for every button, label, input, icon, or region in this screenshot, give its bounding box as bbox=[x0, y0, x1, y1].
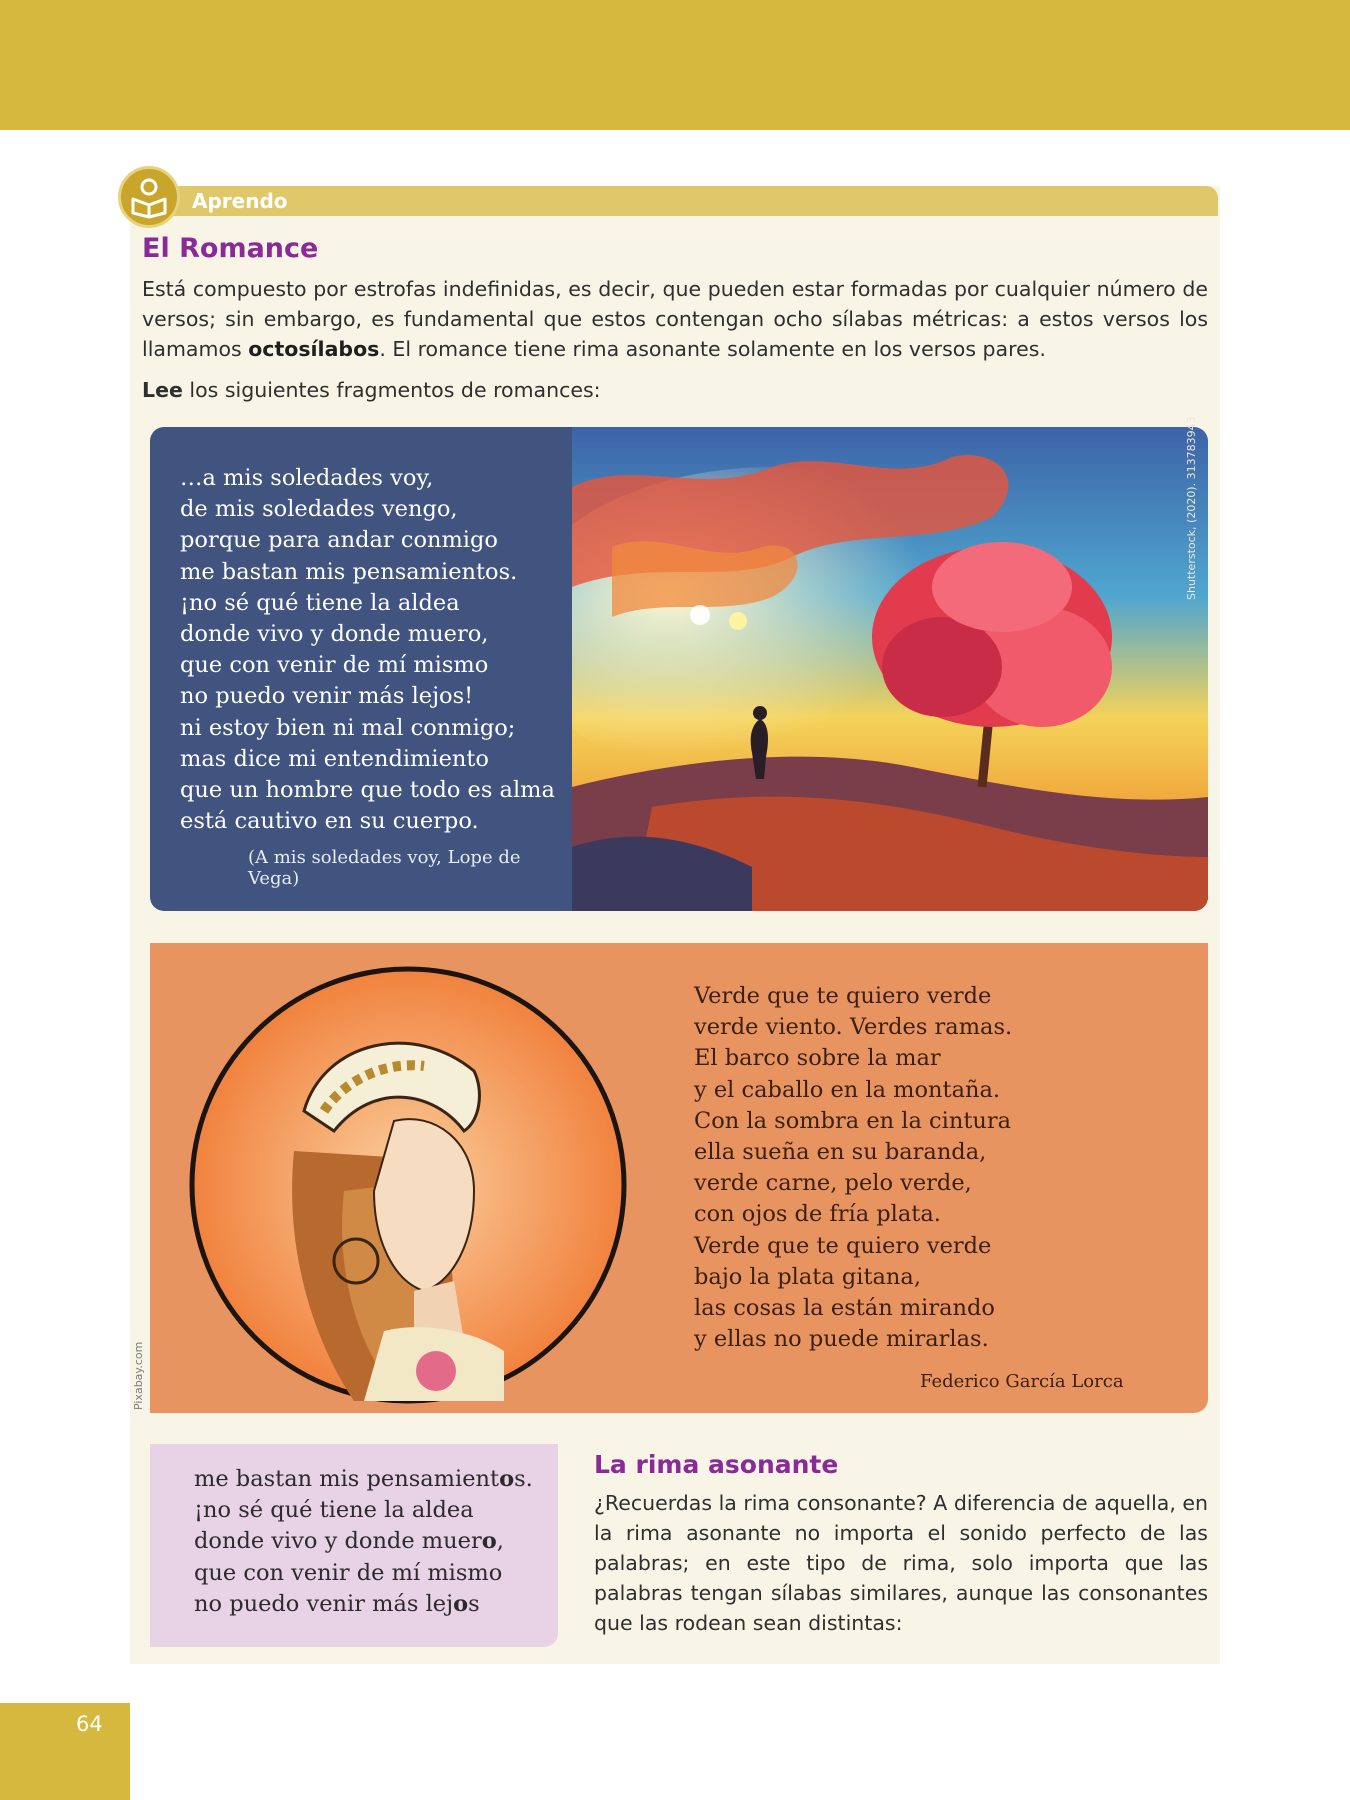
page-number-tab bbox=[0, 1703, 130, 1800]
page-title: El Romance bbox=[142, 233, 319, 264]
top-color-band bbox=[0, 0, 1350, 130]
rima-paragraph: ¿Recuerdas la rima consonante? A diferencia de aquella, en la rima asonante no importa el sonido perfecto de las palabras; en este tipo de rima, solo importa que las palabras tengan sílabas similares, aunque las consonantes que las rodean sean distintas: bbox=[594, 1491, 1208, 1635]
image-credit-pixabay: Pixabay.com bbox=[132, 1341, 145, 1410]
content-panel bbox=[130, 186, 1220, 1664]
sunset-tree-illustration bbox=[572, 427, 1208, 911]
poem-line: Verde que te quiero verde bbox=[694, 983, 992, 1009]
rhyme-line bbox=[194, 1495, 533, 1526]
poem-line: con ojos de fría plata. bbox=[694, 1201, 941, 1228]
rhyme-line bbox=[194, 1589, 533, 1620]
rhyme-line-text: me bastan mis pensami bbox=[194, 1466, 463, 1492]
poem-line: de mis soledades vengo, bbox=[180, 496, 458, 523]
poem-line: ni estoy bien ni mal conmigo; bbox=[180, 714, 516, 741]
poem-line: donde vivo y donde muero, bbox=[180, 621, 489, 648]
poem-line: que un hombre que todo es alma bbox=[180, 777, 555, 804]
rhyme-example-card bbox=[150, 1444, 558, 1647]
intro-paragraph bbox=[142, 274, 1208, 364]
section-header-bar bbox=[140, 186, 1218, 216]
poem-line: mas dice mi entendimiento bbox=[180, 745, 489, 772]
poem-line: me bastan mis pensamientos. bbox=[180, 558, 518, 585]
poem-line: y ellas no puede mirarlas. bbox=[694, 1326, 989, 1353]
intro-text-end: . El romance tiene rima asonante solamente en los versos pares. bbox=[379, 337, 1046, 361]
rhyme-line-text: s bbox=[468, 1590, 480, 1617]
section-label: Aprendo bbox=[192, 189, 288, 213]
rhyme-line-text: er bbox=[457, 1528, 482, 1555]
reading-person-icon bbox=[118, 166, 180, 228]
poem-card-lorca bbox=[150, 943, 1208, 1413]
rhyme-line-text: que con venir de mí mismo bbox=[194, 1559, 503, 1586]
poem-line: El barco sobre la mar bbox=[694, 1045, 941, 1072]
poem-line: Con la sombra en la cintura bbox=[694, 1107, 1012, 1134]
read-text: los siguientes fragmentos de romances: bbox=[182, 378, 601, 402]
poem-lines-lorca bbox=[694, 981, 1012, 1355]
rhyme-example-lines bbox=[194, 1464, 533, 1620]
poem-line: está cautivo en su cuerpo. bbox=[180, 808, 479, 835]
rhyme-line-text: lej bbox=[425, 1590, 454, 1617]
image-credit-shutterstock: Shutterstock, (2020). 313783943 bbox=[1185, 416, 1198, 600]
poem-line: …a mis soledades voy, bbox=[180, 465, 434, 491]
rhyme-highlight: o bbox=[453, 1590, 469, 1617]
reading-person-icon-graphic bbox=[121, 169, 177, 225]
poem-line: que con venir de mí mismo bbox=[180, 652, 489, 679]
poem-line: bajo la plata gitana, bbox=[694, 1263, 921, 1290]
poem-line: Verde que te quiero verde bbox=[694, 1232, 992, 1259]
poem-credit-lope: (A mis soledades voy, Lope de Vega) bbox=[248, 847, 521, 889]
rhyme-line-text: donde vivo y donde mu bbox=[194, 1528, 458, 1555]
rhyme-highlight: o bbox=[481, 1528, 497, 1555]
rhyme-line bbox=[194, 1464, 533, 1495]
rhyme-line-text: no puedo venir más bbox=[194, 1590, 426, 1617]
poem-line: verde viento. Verdes ramas. bbox=[694, 1014, 1013, 1041]
read-instruction bbox=[142, 378, 601, 402]
poem-credit-lorca: Federico García Lorca bbox=[920, 1371, 1124, 1392]
rhyme-line-text: s. bbox=[514, 1466, 533, 1492]
poem-line: verde carne, pelo verde, bbox=[694, 1170, 972, 1197]
rhyme-line-text: ent bbox=[462, 1466, 500, 1492]
poem-card-lope bbox=[150, 427, 1208, 911]
rhyme-line bbox=[194, 1526, 533, 1557]
read-verb: Lee bbox=[142, 378, 183, 402]
poem-line: porque para andar conmigo bbox=[180, 527, 498, 554]
rhyme-line-text: , bbox=[496, 1528, 504, 1555]
poem-line: ella sueña en su baranda, bbox=[694, 1139, 987, 1166]
rhyme-line-text: ¡no sé qué tiene la aldea bbox=[194, 1497, 474, 1524]
rhyme-highlight: o bbox=[499, 1466, 515, 1492]
poem-line: las cosas la están mirando bbox=[694, 1295, 995, 1322]
intro-text-start: Está compuesto por estrofas indefinidas, es decir, que pueden estar formadas por cualquier número de versos; sin embargo, es fundamental que estos contengan ocho sílabas métricas: a estos versos los llamamos bbox=[142, 277, 1208, 361]
poem-line: no puedo venir más lejos! bbox=[180, 683, 474, 710]
rhyme-line bbox=[194, 1558, 533, 1589]
subsection-title: La rima asonante bbox=[594, 1450, 839, 1479]
poem-lines-lope bbox=[180, 463, 555, 837]
woman-portrait-illustration bbox=[184, 961, 632, 1409]
poem-panel-lope bbox=[150, 427, 572, 911]
poem-line: ¡no sé qué tiene la aldea bbox=[180, 589, 460, 616]
page-number: 64 bbox=[76, 1712, 103, 1736]
intro-bold-term: octosílabos bbox=[248, 337, 380, 361]
poem-line: y el caballo en la montaña. bbox=[694, 1076, 1001, 1103]
